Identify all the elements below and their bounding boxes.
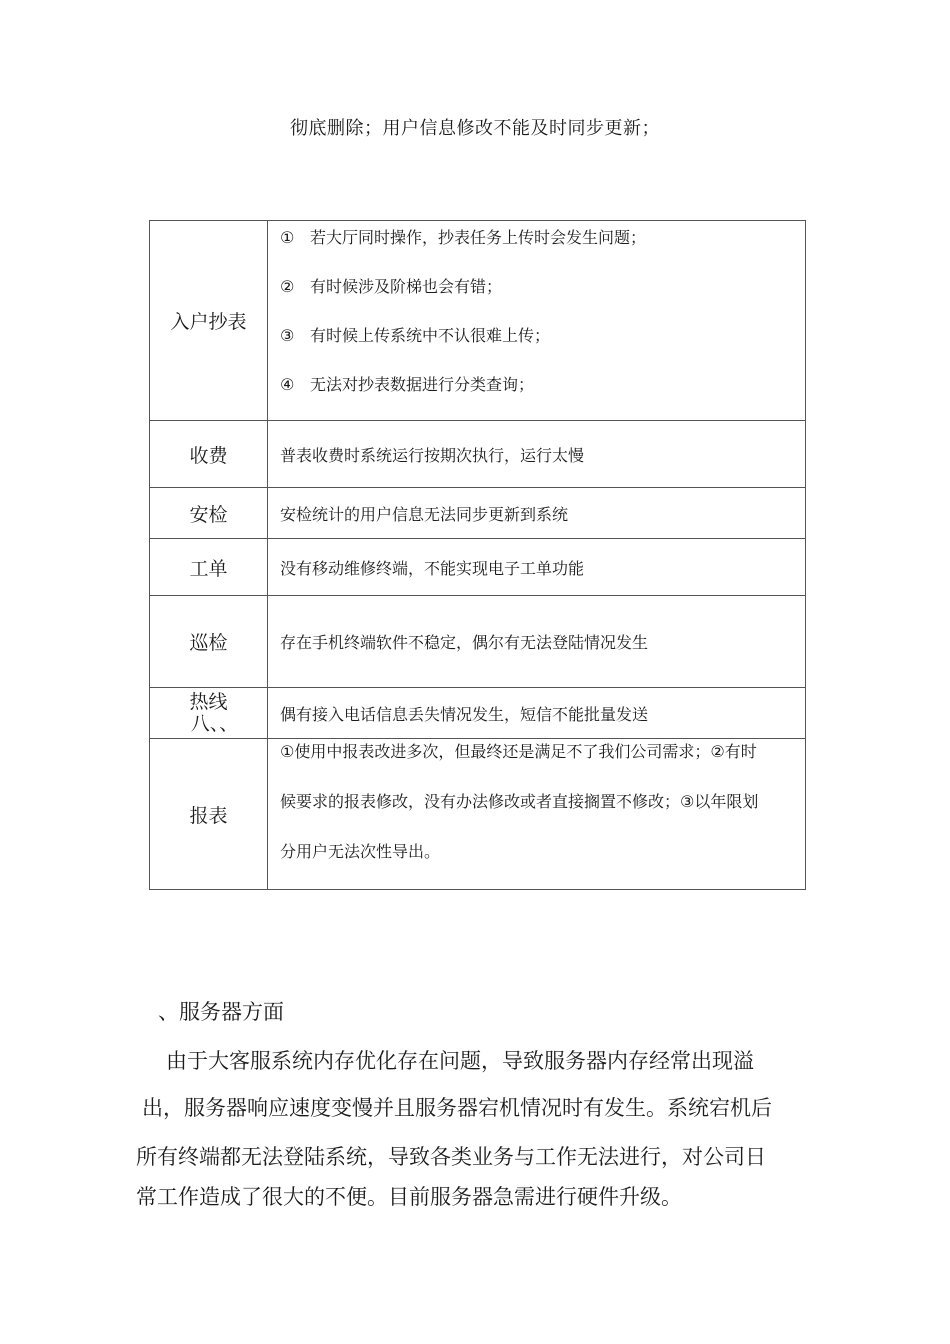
table-row xyxy=(150,488,806,539)
description-line: ①使用中报表改进多次，但最终还是满足不了我们公司需求；②有时 xyxy=(280,742,757,761)
meter-reading-issue-list xyxy=(280,221,797,420)
description-line: 候要求的报表修改，没有办法修改或者直接搁置不修改；③以年限划 xyxy=(280,792,759,811)
description-cell: 偶有接入电话信息丢失情况发生，短信不能批量发送 xyxy=(268,688,806,739)
item-number: ② xyxy=(280,277,295,296)
continued-text-line: 彻底删除；用户信息修改不能及时同步更新； xyxy=(290,118,660,139)
issues-table xyxy=(149,220,806,890)
category-cell xyxy=(150,688,268,739)
description-cell: 安检统计的用户信息无法同步更新到系统 xyxy=(268,488,806,539)
category-cell: 安检 xyxy=(150,488,268,539)
section-heading: 、服务器方面 xyxy=(158,1000,284,1024)
category-cell: 巡检 xyxy=(150,596,268,688)
category-line: 热线 xyxy=(189,691,228,713)
category-cell: 入户抄表 xyxy=(150,221,268,421)
paragraph-line: 常工作造成了很大的不便。目前服务器急需进行硬件升级。 xyxy=(136,1185,682,1209)
paragraph-line: 所有终端都无法登陆系统，导致各类业务与工作无法进行，对公司日 xyxy=(136,1145,766,1169)
description-cell xyxy=(268,739,806,890)
description-cell: 普表收费时系统运行按期次执行，运行太慢 xyxy=(268,421,806,488)
item-text: 若大厅同时操作，抄表任务上传时会发生问题； xyxy=(310,228,647,247)
item-text: 有时候上传系统中不认很难上传； xyxy=(310,326,551,345)
table-row xyxy=(150,221,806,421)
item-number: ③ xyxy=(280,326,295,345)
description-cell: 没有移动维修终端，不能实现电子工单功能 xyxy=(268,539,806,596)
paragraph-line: 由于大客服系统内存优化存在问题，导致服务器内存经常出现溢 xyxy=(166,1049,754,1073)
report-description xyxy=(280,727,797,877)
table-row xyxy=(150,421,806,488)
paragraph-line: 出，服务器响应速度变慢并且服务器宕机情况时有发生。系统宕机后 xyxy=(142,1096,772,1120)
table-row xyxy=(150,539,806,596)
item-number: ① xyxy=(280,228,295,247)
item-text: 无法对抄表数据进行分类查询； xyxy=(310,375,535,394)
category-cell: 工单 xyxy=(150,539,268,596)
description-cell: 存在手机终端软件不稳定，偶尔有无法登陆情况发生 xyxy=(268,596,806,688)
list-item xyxy=(280,322,797,371)
category-line: 八、、 xyxy=(190,713,239,735)
body-paragraph xyxy=(136,1038,826,1212)
description-cell xyxy=(268,221,806,421)
item-text: 有时候涉及阶梯也会有错； xyxy=(310,277,503,296)
category-cell: 报表 xyxy=(150,739,268,890)
table-row xyxy=(150,596,806,688)
list-item xyxy=(280,371,797,420)
list-item xyxy=(280,273,797,322)
table-row xyxy=(150,739,806,890)
list-item xyxy=(280,224,797,273)
description-line: 分用户无法次性导出。 xyxy=(280,842,441,861)
category-cell: 收费 xyxy=(150,421,268,488)
item-number: ④ xyxy=(280,375,295,394)
